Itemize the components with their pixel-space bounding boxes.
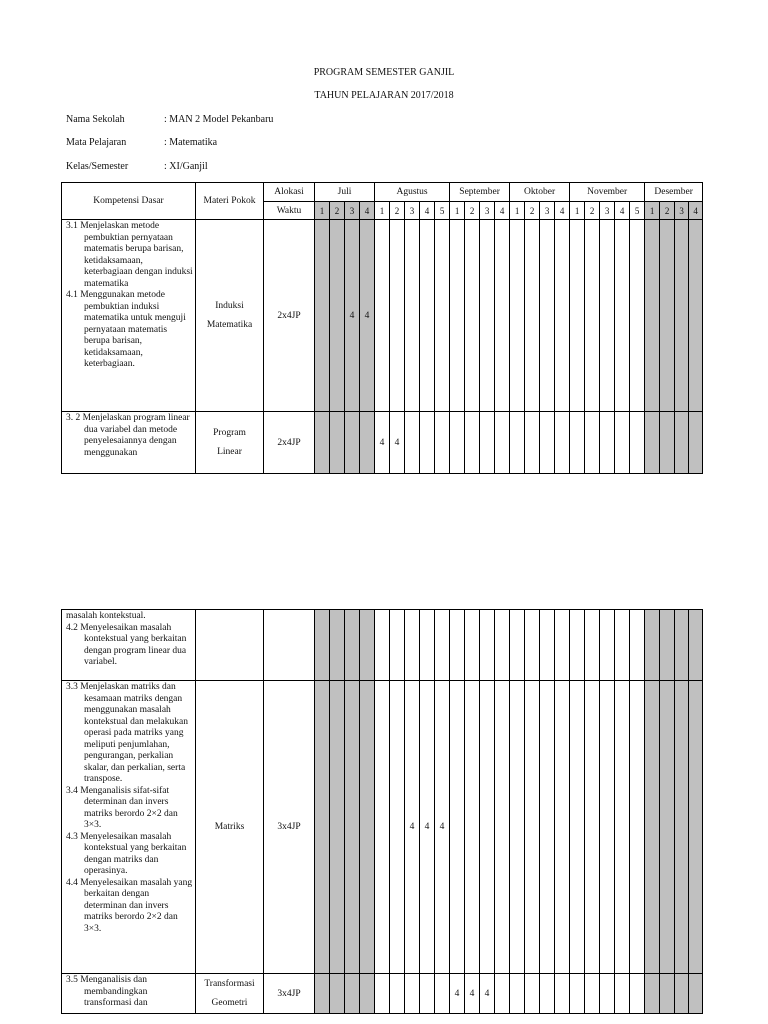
week-cell (345, 974, 360, 1014)
week-cell (570, 681, 585, 974)
header-week: 1 (570, 202, 585, 220)
week-cell: 4 (450, 974, 465, 1014)
week-cell (360, 974, 375, 1014)
week-cell: 4 (465, 974, 480, 1014)
week-cell (330, 974, 345, 1014)
week-cell (630, 610, 645, 681)
semester-program-table-continued (61, 609, 703, 1014)
week-cell (570, 610, 585, 681)
week-cell (525, 681, 540, 974)
week-cell (555, 974, 570, 1014)
school-info (66, 114, 273, 125)
materi-line: Transformasi (204, 978, 255, 989)
week-cell (660, 681, 675, 974)
week-cell (645, 412, 660, 474)
week-cell (495, 974, 510, 1014)
subject-info (66, 137, 217, 148)
week-cell (435, 412, 450, 474)
week-cell (420, 610, 435, 681)
kompetensi-item: 3.3 Menjelaskan matriks dan kesamaan matriks dengan menggunakan masalah kontekstual dan melakukan operasi pada matriks yang meliputi penjumlahan, pengurangan, perkalian skalar, dan perkalian, serta transpose. (66, 682, 188, 784)
header-week: 4 (420, 202, 435, 220)
header-week: 3 (405, 202, 420, 220)
alokasi-cell: 2x4JP (264, 220, 315, 412)
header-month: Desember (645, 183, 703, 202)
header-week: 4 (555, 202, 570, 220)
week-cell: 4 (360, 220, 375, 412)
week-cell (345, 681, 360, 974)
week-cell (615, 220, 630, 412)
week-cell (330, 681, 345, 974)
week-cell (615, 681, 630, 974)
semester-program-table (61, 182, 703, 474)
week-cell (315, 974, 330, 1014)
week-cell (360, 610, 375, 681)
kompetensi-dasar-cell (62, 220, 196, 412)
header-week: 2 (585, 202, 600, 220)
week-cell (555, 412, 570, 474)
header-week: 2 (465, 202, 480, 220)
week-cell (600, 220, 615, 412)
week-cell: 4 (435, 681, 450, 974)
header-week: 2 (525, 202, 540, 220)
header-month: Agustus (375, 183, 450, 202)
alokasi-cell: 3x4JP (264, 974, 315, 1014)
header-materi-pokok: Materi Pokok (196, 183, 264, 220)
materi-pokok-cell (196, 220, 264, 412)
header-week: 4 (615, 202, 630, 220)
school-label: Nama Sekolah (66, 114, 125, 125)
header-week: 1 (510, 202, 525, 220)
week-cell (375, 610, 390, 681)
week-cell (360, 412, 375, 474)
materi-pokok-cell (196, 681, 264, 974)
header-week: 3 (345, 202, 360, 220)
week-cell (630, 974, 645, 1014)
week-cell (405, 974, 420, 1014)
week-cell (645, 610, 660, 681)
week-cell (570, 412, 585, 474)
week-cell: 4 (420, 681, 435, 974)
week-cell (555, 681, 570, 974)
week-cell (390, 974, 405, 1014)
week-cell (585, 412, 600, 474)
week-cell (540, 974, 555, 1014)
week-cell (540, 220, 555, 412)
week-cell (465, 681, 480, 974)
week-cell (675, 681, 689, 974)
materi-line: Induksi (215, 300, 244, 311)
kompetensi-item: 4.2 Menyelesaikan masalah kontekstual yang berkaitan dengan program linear dua variabel. (66, 622, 187, 667)
table-row (62, 681, 703, 974)
week-cell (615, 412, 630, 474)
week-cell (420, 974, 435, 1014)
week-cell (630, 681, 645, 974)
table-row (62, 974, 703, 1014)
week-cell (660, 610, 675, 681)
week-cell (375, 974, 390, 1014)
page-title: PROGRAM SEMESTER GANJIL (313, 67, 455, 78)
header-week: 3 (540, 202, 555, 220)
week-cell: 4 (405, 681, 420, 974)
week-cell (405, 412, 420, 474)
header-week: 5 (435, 202, 450, 220)
materi-pokok-cell (196, 974, 264, 1014)
week-cell (375, 681, 390, 974)
week-cell (480, 412, 495, 474)
week-cell (330, 610, 345, 681)
header-month: Juli (315, 183, 375, 202)
school-value: : MAN 2 Model Pekanbaru (164, 114, 274, 125)
materi-line: Linear (217, 446, 242, 457)
kompetensi-item: 4.1 Menggunakan metode pembuktian induksi matematika untuk menguji pernyataan matematis berupa barisan, ketidaksamaan, keterbagiaan. (66, 290, 186, 369)
week-cell (465, 220, 480, 412)
week-cell: 4 (390, 412, 405, 474)
header-week: 2 (330, 202, 345, 220)
week-cell (495, 610, 510, 681)
week-cell (495, 681, 510, 974)
week-cell (540, 412, 555, 474)
subject-label: Mata Pelajaran (66, 137, 127, 148)
week-cell (480, 610, 495, 681)
academic-year: TAHUN PELAJARAN 2017/2018 (314, 90, 454, 101)
header-week: 2 (390, 202, 405, 220)
kompetensi-item: masalah kontekstual. (66, 611, 146, 621)
week-cell (495, 412, 510, 474)
week-cell (375, 220, 390, 412)
materi-line: Matematika (206, 319, 253, 330)
week-cell (600, 681, 615, 974)
week-cell (645, 220, 660, 412)
header-week: 1 (315, 202, 330, 220)
kompetensi-dasar-cell (62, 681, 196, 974)
week-cell (330, 220, 345, 412)
week-cell (525, 412, 540, 474)
table-row (62, 610, 703, 681)
week-cell (345, 412, 360, 474)
class-label: Kelas/Semester (66, 161, 129, 172)
week-cell (390, 681, 405, 974)
week-cell (435, 974, 450, 1014)
week-cell (675, 412, 689, 474)
class-value: : XI/Ganjil (164, 161, 208, 172)
week-cell (585, 681, 600, 974)
week-cell (315, 412, 330, 474)
materi-line: Geometri (211, 997, 248, 1008)
header-alokasi: Alokasi (264, 183, 315, 202)
week-cell (405, 610, 420, 681)
week-cell (465, 412, 480, 474)
week-cell (435, 220, 450, 412)
week-cell (675, 974, 689, 1014)
week-cell (570, 220, 585, 412)
week-cell (495, 220, 510, 412)
week-cell (465, 610, 480, 681)
week-cell (420, 220, 435, 412)
week-cell (450, 412, 465, 474)
header-month: November (570, 183, 645, 202)
kompetensi-item: 3.5 Menganalisis dan membandingkan transformasi dan (66, 975, 148, 1008)
header-month: Oktober (510, 183, 570, 202)
week-cell (510, 610, 525, 681)
week-cell (525, 610, 540, 681)
week-cell (585, 974, 600, 1014)
header-week: 3 (480, 202, 495, 220)
kompetensi-item: 3.4 Menganalisis sifat-sifat determinan dan invers matriks berordo 2×2 dan 3×3. (66, 785, 178, 830)
header-week: 1 (450, 202, 465, 220)
week-cell (540, 610, 555, 681)
header-week: 4 (495, 202, 510, 220)
kompetensi-dasar-cell (62, 610, 196, 681)
materi-line: Program (213, 427, 246, 438)
week-cell (689, 610, 703, 681)
week-cell (600, 412, 615, 474)
week-cell (540, 681, 555, 974)
week-cell (390, 610, 405, 681)
week-cell (585, 610, 600, 681)
week-cell: 4 (345, 220, 360, 412)
week-cell (630, 412, 645, 474)
week-cell (450, 220, 465, 412)
alokasi-cell (264, 610, 315, 681)
week-cell (585, 220, 600, 412)
table-row (62, 220, 703, 412)
header-week: 3 (600, 202, 615, 220)
week-cell (420, 412, 435, 474)
class-info (66, 161, 208, 172)
week-cell (689, 974, 703, 1014)
week-cell (660, 974, 675, 1014)
week-cell (450, 610, 465, 681)
week-cell (689, 220, 703, 412)
week-cell (435, 610, 450, 681)
week-cell: 4 (375, 412, 390, 474)
week-cell (615, 974, 630, 1014)
week-cell (615, 610, 630, 681)
week-cell (315, 220, 330, 412)
week-cell (510, 681, 525, 974)
week-cell (675, 220, 689, 412)
header-week: 1 (645, 202, 660, 220)
week-cell (555, 220, 570, 412)
header-week: 4 (689, 202, 703, 220)
materi-line: Matriks (214, 821, 245, 832)
week-cell (570, 974, 585, 1014)
kompetensi-item: 3. 2 Menjelaskan program linear dua variabel dan metode penyelesaiannya dengan menggunakan (66, 413, 190, 458)
week-cell (645, 681, 660, 974)
table-header-row (62, 183, 703, 202)
week-cell (480, 681, 495, 974)
table-row (62, 412, 703, 474)
header-kompetensi-dasar: Kompetensi Dasar (62, 183, 196, 220)
header-month: September (450, 183, 510, 202)
header-week: 2 (660, 202, 675, 220)
week-cell (660, 220, 675, 412)
week-cell (689, 681, 703, 974)
week-cell (405, 220, 420, 412)
header-waktu: Waktu (264, 202, 315, 220)
week-cell (510, 412, 525, 474)
week-cell (555, 610, 570, 681)
week-cell (600, 610, 615, 681)
week-cell: 4 (480, 974, 495, 1014)
header-week: 1 (375, 202, 390, 220)
week-cell (330, 412, 345, 474)
week-cell (450, 681, 465, 974)
week-cell (645, 974, 660, 1014)
header-week: 5 (630, 202, 645, 220)
week-cell (525, 220, 540, 412)
week-cell (630, 220, 645, 412)
week-cell (600, 974, 615, 1014)
week-cell (510, 974, 525, 1014)
week-cell (525, 974, 540, 1014)
kompetensi-dasar-cell (62, 412, 196, 474)
header-week: 4 (360, 202, 375, 220)
week-cell (315, 610, 330, 681)
week-cell (360, 681, 375, 974)
alokasi-cell: 2x4JP (264, 412, 315, 474)
week-cell (660, 412, 675, 474)
header-week: 3 (675, 202, 689, 220)
week-cell (480, 220, 495, 412)
kompetensi-item: 3.1 Menjelaskan metode pembuktian pernyataan matematis berupa barisan, ketidaksamaan, keterbagiaan dengan induksi matematika (66, 221, 193, 289)
materi-pokok-cell (196, 412, 264, 474)
alokasi-cell: 3x4JP (264, 681, 315, 974)
week-cell (345, 610, 360, 681)
materi-pokok-cell (196, 610, 264, 681)
kompetensi-item: 4.3 Menyelesaikan masalah kontekstual yang berkaitan dengan matriks dan operasinya. (66, 831, 187, 876)
week-cell (675, 610, 689, 681)
subject-value: : Matematika (164, 137, 218, 148)
week-cell (390, 220, 405, 412)
kompetensi-item: 4.4 Menyelesaikan masalah yang berkaitan dengan determinan dan invers matriks berordo 2×2 dan 3×3. (66, 877, 193, 934)
kompetensi-dasar-cell (62, 974, 196, 1014)
week-cell (689, 412, 703, 474)
week-cell (315, 681, 330, 974)
week-cell (510, 220, 525, 412)
